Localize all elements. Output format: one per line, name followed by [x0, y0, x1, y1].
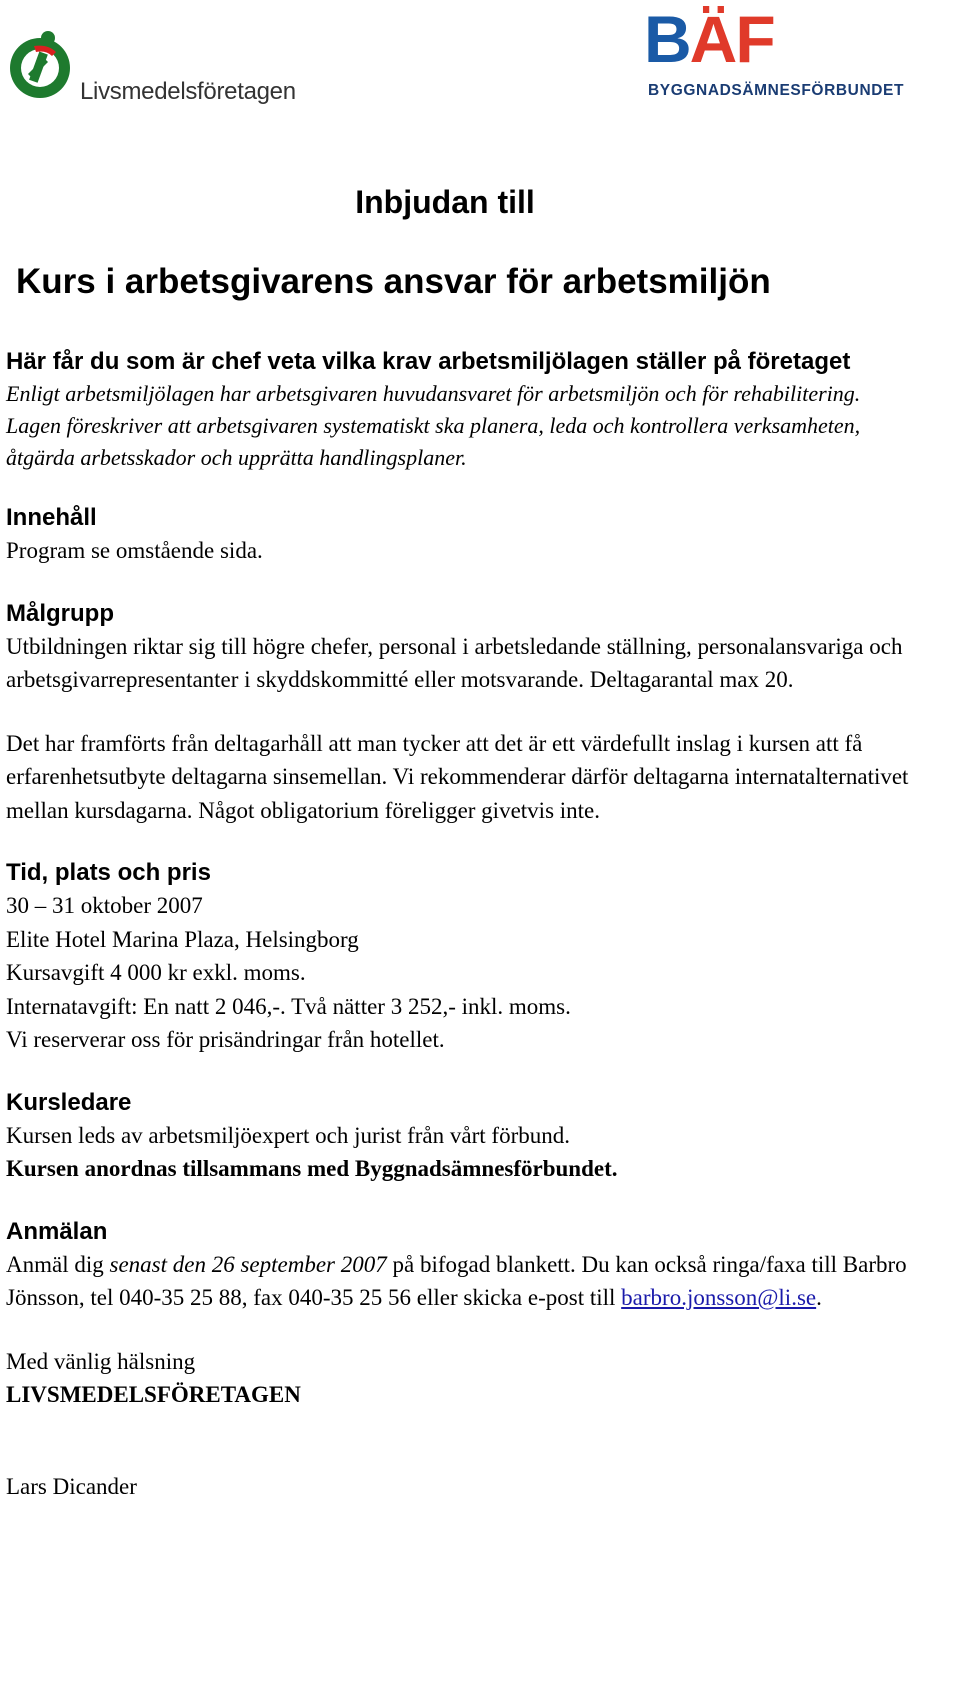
malgrupp-text-2: Det har framförts från deltagarhåll att man tycker att det är ett värdefullt inslag i kursen att få erfarenhetsutbyte deltagarna sinsemellan. Vi rekommenderar därför deltagarna internatalternativet mellan kursdagarna. Något obligatorium föreligger givetvis inte. — [6, 730, 909, 823]
tid-boarding-fee: Internatavgift: En natt 2 046,-. Två nätter 3 252,- inkl. moms. — [6, 993, 571, 1019]
tid-venue: Elite Hotel Marina Plaza, Helsingborg — [6, 926, 359, 952]
document-body — [6, 346, 946, 1503]
anmalan-text — [6, 1248, 946, 1315]
livsmedelsforetagen-logo — [4, 22, 294, 106]
tid-course-fee: Kursavgift 4 000 kr exkl. moms. — [6, 960, 306, 985]
tid-date: 30 – 31 oktober 2007 — [6, 893, 203, 918]
tid-price-note: Vi reserverar oss för prisändringar från hotellet. — [6, 1027, 445, 1052]
anmalan-heading: Anmälan — [6, 1217, 108, 1245]
anmalan-part-3: . — [816, 1285, 822, 1310]
baf-logo-word: BÄF — [644, 2, 774, 76]
intro-lead: Här får du som är chef veta vilka krav arbetsmiljölagen ställer på företaget — [6, 348, 851, 375]
intro-text: Enligt arbetsmiljölagen har arbetsgivaren huvudansvaret för arbetsmiljön och för rehabilitering. Lagen föreskriver att arbetsgivaren systematiskt ska planera, leda och kontrollera verksamheten, åtgärda arbetsskador och upprätta handlingsplaner. — [6, 381, 861, 470]
kursledare-bold-note: Kursen anordnas tillsammans med Byggnadsämnesförbundet. — [6, 1156, 618, 1181]
innehall-text: Program se omstående sida. — [6, 538, 263, 563]
innehall-heading: Innehåll — [6, 504, 97, 531]
kursledare-heading: Kursledare — [6, 1088, 132, 1116]
email-link[interactable]: barbro.jonsson@li.se — [621, 1285, 817, 1310]
closing-signer: Lars Dicander — [6, 1473, 137, 1499]
course-title: Kurs i arbetsgivarens ansvar för arbetsmiljön — [16, 262, 771, 301]
invitation-heading: Inbjudan till — [355, 184, 535, 220]
kursledare-text: Kursen leds av arbetsmiljöexpert och jurist från vårt förbund. — [6, 1122, 570, 1148]
anmalan-part-1: Anmäl dig — [6, 1251, 110, 1277]
closing-greeting: Med vänlig hälsning — [6, 1348, 196, 1374]
malgrupp-heading: Målgrupp — [6, 599, 114, 627]
malgrupp-text-1: Utbildningen riktar sig till högre chefer, personal i arbetsledande ställning, personalansvariga och arbetsgivarrepresentanter i skyddskommitté eller motsvarande. Deltagarantal max 20. — [6, 633, 903, 692]
anmalan-part-2: på bifogad blankett. Du kan också ringa/faxa till Barbro Jönsson, tel 040-35 25 88, fax 040-35 25 56 eller skicka e-post till — [6, 1251, 907, 1310]
li-emblem-icon — [4, 22, 78, 102]
baf-logo-subtitle: BYGGNADSÄMNESFÖRBUNDET — [648, 82, 905, 99]
anmalan-deadline: senast den 26 september 2007 — [109, 1251, 387, 1277]
li-logo-text: Livsmedelsföretagen — [80, 78, 296, 105]
closing-organization: LIVSMEDELSFÖRETAGEN — [6, 1382, 301, 1407]
tid-heading: Tid, plats och pris — [6, 859, 211, 886]
baf-logo — [644, 2, 960, 102]
